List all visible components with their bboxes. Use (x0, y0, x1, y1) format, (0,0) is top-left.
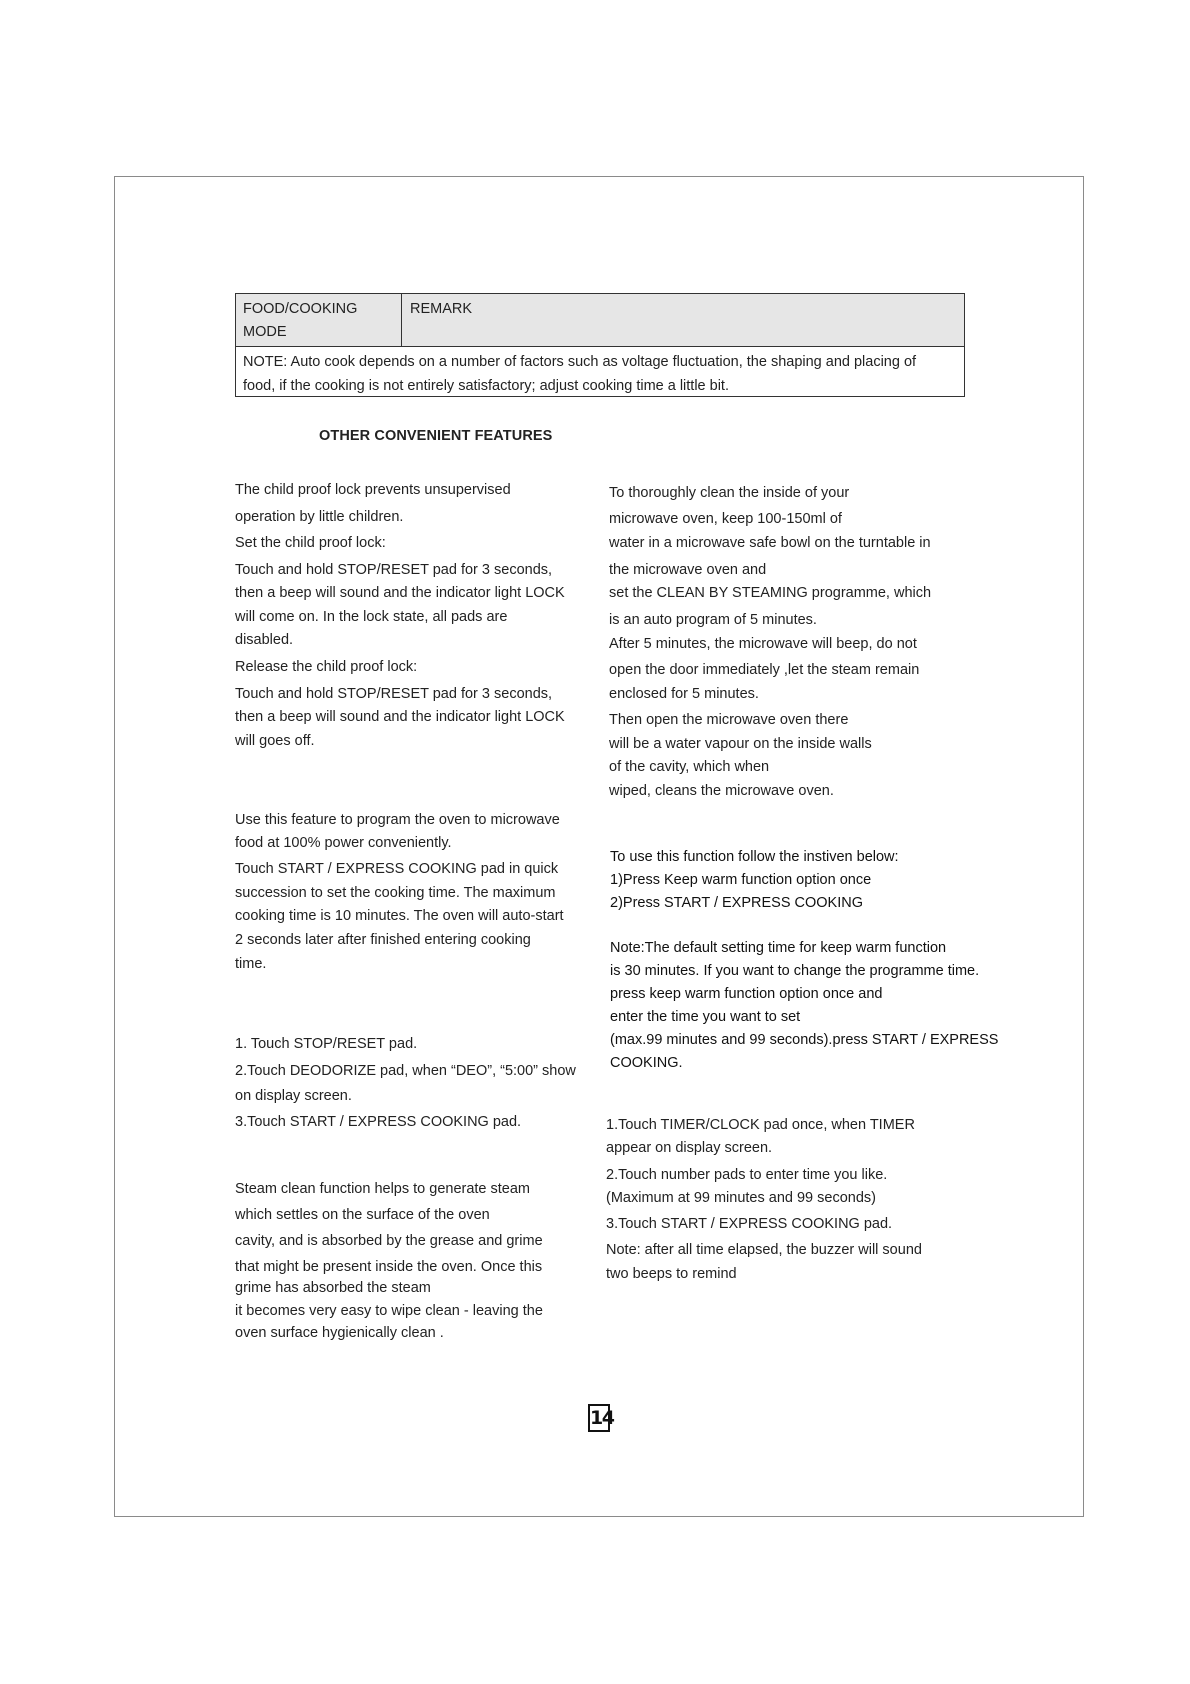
text-line: that might be present inside the oven. Once this (235, 1259, 543, 1275)
table-header-row (236, 294, 964, 347)
section-heading: OTHER CONVENIENT FEATURES (319, 428, 553, 444)
text-line: press keep warm function option once and (610, 986, 883, 1002)
table-note-row (236, 347, 964, 396)
cooking-remark-table (235, 293, 965, 397)
text-line: which settles on the surface of the oven (235, 1207, 490, 1223)
text-line: food at 100% power conveniently. (235, 835, 452, 851)
text-line: cooking time is 10 minutes. The oven will auto-start (235, 908, 564, 924)
header-cell-line: MODE (243, 324, 287, 340)
text-line: will be a water vapour on the inside walls (609, 736, 872, 752)
text-line: the microwave oven and (609, 562, 767, 578)
text-line: Note:The default setting time for keep warm function (610, 940, 947, 956)
header-remark: REMARK (410, 301, 473, 317)
text-line: is 30 minutes. If you want to change the programme time. (610, 963, 980, 979)
page-number: 14 (588, 1404, 610, 1432)
text-line: will goes off. (235, 733, 315, 749)
text-line: Touch and hold STOP/RESET pad for 3 seconds, (235, 562, 553, 578)
text-line: 3.Touch START / EXPRESS COOKING pad. (606, 1216, 893, 1232)
text-line: 1.Touch TIMER/CLOCK pad once, when TIMER (606, 1117, 915, 1133)
text-line: disabled. (235, 632, 294, 648)
text-line: water in a microwave safe bowl on the turntable in (609, 535, 931, 551)
text-line: (max.99 minutes and 99 seconds).press START / EXPRESS (610, 1032, 999, 1048)
text-line: Then open the microwave oven there (609, 712, 849, 728)
text-line: then a beep will sound and the indicator light LOCK (235, 709, 565, 725)
text-line: 1. Touch STOP/RESET pad. (235, 1036, 418, 1052)
text-line: Steam clean function helps to generate steam (235, 1181, 531, 1197)
text-line: time. (235, 956, 267, 972)
text-line: After 5 minutes, the microwave will beep, do not (609, 636, 917, 652)
text-line: (Maximum at 99 minutes and 99 seconds) (606, 1190, 876, 1206)
text-line: open the door immediately ,let the steam remain (609, 662, 920, 678)
text-line: two beeps to remind (606, 1266, 737, 1282)
text-line: Touch START / EXPRESS COOKING pad in quick (235, 861, 559, 877)
text-line: Note: after all time elapsed, the buzzer will sound (606, 1242, 922, 1258)
text-line: it becomes very easy to wipe clean - leaving the (235, 1303, 543, 1319)
text-line: 1)Press Keep warm function option once (610, 872, 872, 888)
text-line: succession to set the cooking time. The maximum (235, 885, 556, 901)
text-line: set the CLEAN BY STEAMING programme, which (609, 585, 932, 601)
text-line: is an auto program of 5 minutes. (609, 612, 817, 628)
text-line: 2.Touch number pads to enter time you like. (606, 1167, 888, 1183)
text-line: To thoroughly clean the inside of your (609, 485, 850, 501)
text-line: Use this feature to program the oven to microwave (235, 812, 560, 828)
note-line: NOTE: Auto cook depends on a number of factors such as voltage fluctuation, the shaping and placing of (243, 354, 917, 370)
note-line: food, if the cooking is not entirely satisfactory; adjust cooking time a little bit. (243, 378, 729, 394)
text-line: microwave oven, keep 100-150ml of (609, 511, 842, 527)
text-line: 3.Touch START / EXPRESS COOKING pad. (235, 1114, 522, 1130)
text-line: Touch and hold STOP/RESET pad for 3 seconds, (235, 686, 553, 702)
header-cell-line: FOOD/COOKING (243, 301, 358, 317)
text-line: 2 seconds later after finished entering cooking (235, 932, 531, 948)
text-line: Set the child proof lock: (235, 535, 386, 551)
text-line: then a beep will sound and the indicator light LOCK (235, 585, 565, 601)
text-line: operation by little children. (235, 509, 404, 525)
text-line: Release the child proof lock: (235, 659, 418, 675)
text-line: on display screen. (235, 1088, 352, 1104)
text-line: The child proof lock prevents unsupervised (235, 482, 511, 498)
text-line: COOKING. (610, 1055, 683, 1071)
text-line: will come on. In the lock state, all pads are (235, 609, 508, 625)
text-line: wiped, cleans the microwave oven. (609, 783, 834, 799)
text-line: enter the time you want to set (610, 1009, 801, 1025)
header-food-cooking-mode (236, 294, 402, 346)
text-line: 2.Touch DEODORIZE pad, when “DEO”, “5:00” show (235, 1063, 576, 1079)
text-line: oven surface hygienically clean . (235, 1325, 444, 1341)
text-line: grime has absorbed the steam (235, 1280, 431, 1296)
text-line: To use this function follow the instiven below: (610, 849, 899, 865)
text-line: of the cavity, which when (609, 759, 770, 775)
text-line: cavity, and is absorbed by the grease and grime (235, 1233, 543, 1249)
text-line: appear on display screen. (606, 1140, 773, 1156)
text-line: enclosed for 5 minutes. (609, 686, 759, 702)
text-line: 2)Press START / EXPRESS COOKING (610, 895, 864, 911)
